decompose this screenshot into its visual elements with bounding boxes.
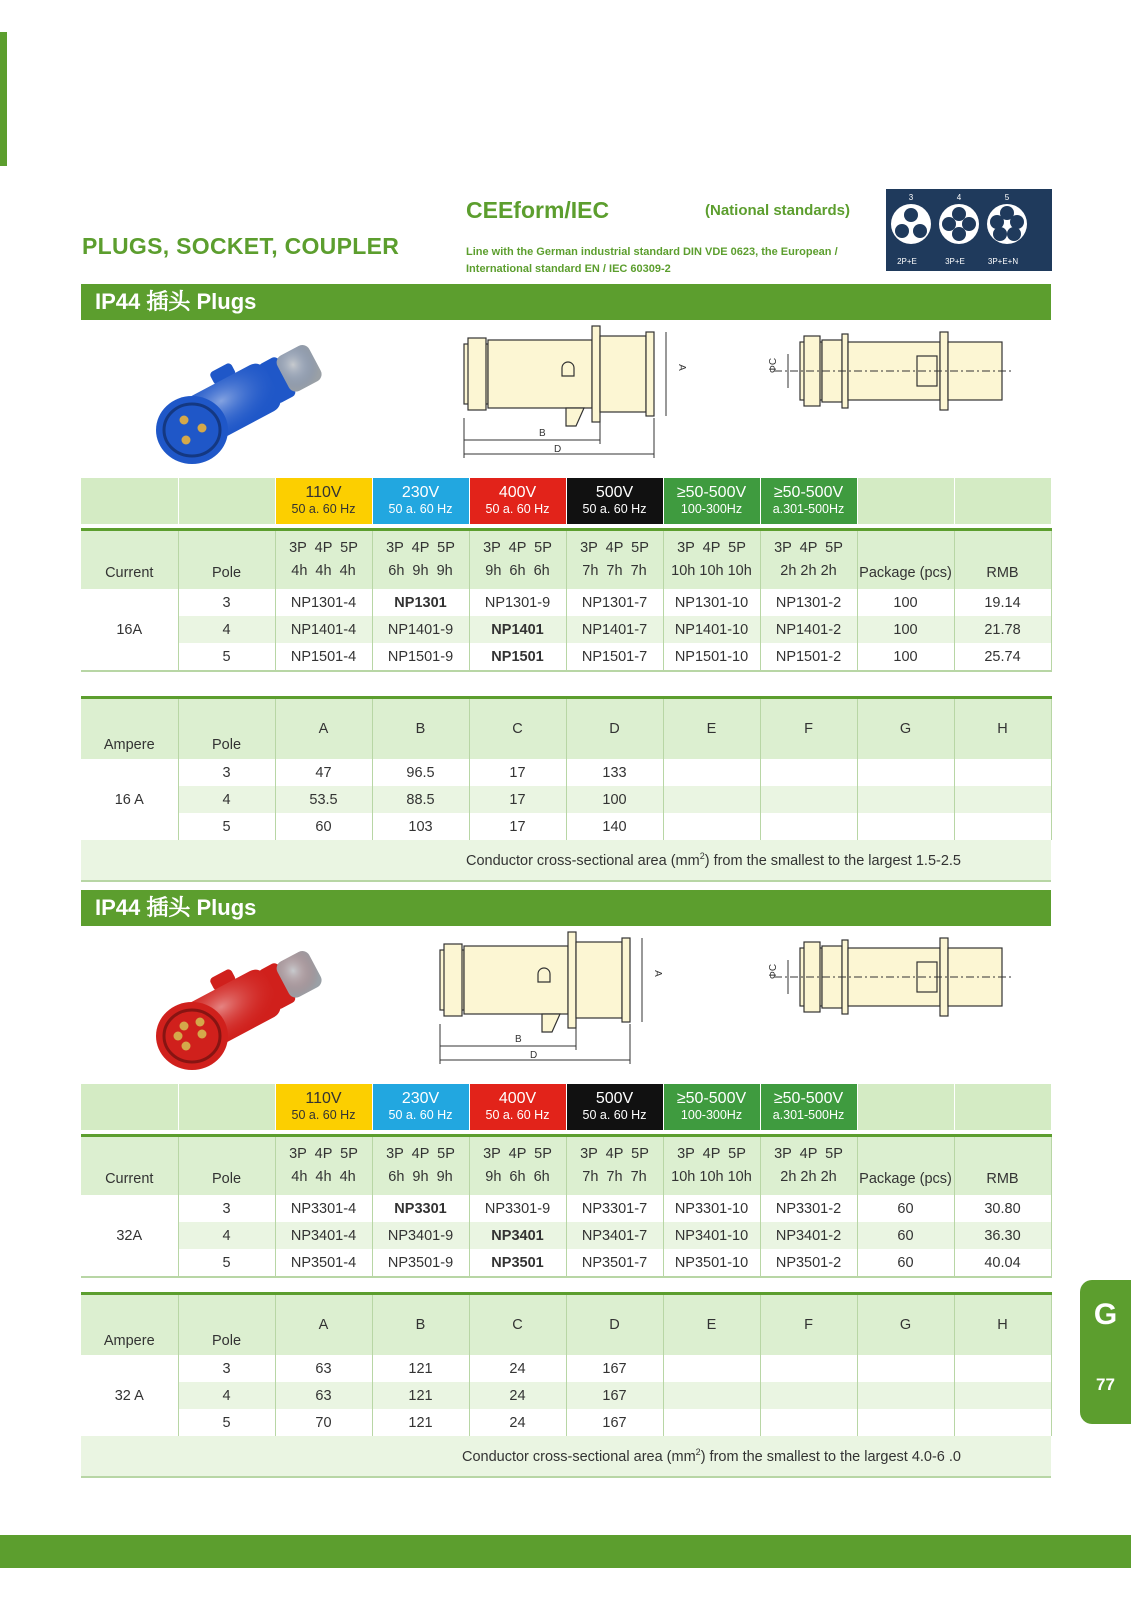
conductor-note bbox=[81, 1436, 1051, 1477]
dimension-header: G bbox=[857, 1294, 954, 1356]
price-value: 30.80 bbox=[954, 1195, 1051, 1222]
dimension-value: 121 bbox=[372, 1409, 469, 1436]
package-value: 60 bbox=[857, 1249, 954, 1277]
product-code: NP1301-2 bbox=[760, 589, 857, 616]
hours-line: 6h 9h 9h bbox=[388, 1169, 453, 1185]
current-value: 16A bbox=[81, 589, 178, 671]
dimension-value: 100 bbox=[566, 786, 663, 813]
dimension-value: 70 bbox=[275, 1409, 372, 1436]
dimension-header: G bbox=[857, 698, 954, 760]
price-value: 25.74 bbox=[954, 643, 1051, 671]
pole-hours-header bbox=[663, 530, 760, 590]
product-code: NP1501-10 bbox=[663, 643, 760, 671]
dimension-value bbox=[857, 1382, 954, 1409]
frequency-label: 50 a. 60 Hz bbox=[485, 502, 550, 516]
dimension-value bbox=[954, 786, 1051, 813]
dimension-value bbox=[954, 1409, 1051, 1436]
poles-line: 3P 4P 5P bbox=[677, 1146, 746, 1162]
side-drawing bbox=[444, 322, 704, 472]
product-code: NP1301-7 bbox=[566, 589, 663, 616]
dimension-value bbox=[663, 813, 760, 840]
poles-line: 3P 4P 5P bbox=[483, 1146, 552, 1162]
dimension-value: 17 bbox=[469, 813, 566, 840]
pole-hours-header bbox=[566, 1136, 663, 1196]
note-text: Conductor cross-sectional area (mm bbox=[466, 852, 700, 869]
national-standards-label: (National standards) bbox=[705, 202, 851, 219]
hours-line: 9h 6h 6h bbox=[485, 1169, 550, 1185]
frequency-label: 50 a. 60 Hz bbox=[388, 1108, 453, 1122]
dimension-header: F bbox=[760, 698, 857, 760]
product-code-table bbox=[81, 478, 1052, 672]
frequency-label: 50 a. 60 Hz bbox=[291, 502, 356, 516]
4-pin-icon bbox=[939, 204, 979, 244]
logo-label: 2P+E bbox=[897, 257, 917, 266]
product-code: NP3301-7 bbox=[566, 1195, 663, 1222]
voltage-header-cell bbox=[372, 478, 469, 524]
ampere-header: Ampere bbox=[81, 698, 178, 760]
page-title: PLUGS, SOCKET, COUPLER bbox=[82, 233, 400, 259]
product-code: NP3501-2 bbox=[760, 1249, 857, 1277]
frequency-label: 100-300Hz bbox=[680, 1108, 743, 1122]
dimension-header: D bbox=[566, 1294, 663, 1356]
dimension-value bbox=[954, 1382, 1051, 1409]
product-code: NP1401-9 bbox=[372, 616, 469, 643]
voltage-label: 500V bbox=[595, 1090, 634, 1107]
side-drawing bbox=[420, 928, 680, 1078]
dim-label-b: B bbox=[539, 428, 546, 439]
product-code: NP3501-10 bbox=[663, 1249, 760, 1277]
voltage-label: ≥50-500V bbox=[773, 484, 844, 501]
product-code: NP3401-4 bbox=[275, 1222, 372, 1249]
empty-cell bbox=[178, 478, 275, 524]
note-text: ) from the smallest to the largest 4.0-6 .0 bbox=[700, 1448, 961, 1465]
section-title-bar: IP44 插头 Plugs bbox=[81, 284, 1051, 320]
pin-configuration-logo bbox=[886, 189, 1052, 271]
top-drawing bbox=[764, 930, 1024, 1030]
product-code: NP3401-10 bbox=[663, 1222, 760, 1249]
product-code: NP1401-4 bbox=[275, 616, 372, 643]
package-value: 60 bbox=[857, 1195, 954, 1222]
conductor-note bbox=[81, 840, 1051, 881]
plug-image bbox=[140, 332, 340, 477]
section-title-bar: IP44 插头 Plugs bbox=[81, 890, 1051, 926]
voltage-header-cell bbox=[275, 1084, 372, 1130]
frequency-label: 50 a. 60 Hz bbox=[582, 1108, 647, 1122]
product-code: NP1301-9 bbox=[469, 589, 566, 616]
dimension-value: 24 bbox=[469, 1382, 566, 1409]
pole-value: 5 bbox=[178, 1249, 275, 1277]
package-header: Package (pcs) bbox=[857, 1136, 954, 1196]
voltage-label: 230V bbox=[401, 1090, 440, 1107]
top-view-drawing bbox=[764, 930, 1024, 1030]
note-text: Conductor cross-sectional area (mm bbox=[461, 1448, 696, 1465]
dimension-value bbox=[857, 1355, 954, 1382]
dimension-header: F bbox=[760, 1294, 857, 1356]
pole-hours-header bbox=[469, 530, 566, 590]
voltage-header-cell bbox=[566, 478, 663, 524]
dim-label-c: ΦC bbox=[768, 357, 780, 374]
dimension-value bbox=[857, 1409, 954, 1436]
plug-photo bbox=[140, 332, 340, 472]
dimension-table bbox=[81, 696, 1052, 882]
pole-hours-header bbox=[469, 1136, 566, 1196]
dim-label-d: D bbox=[554, 444, 562, 455]
dimension-value bbox=[954, 1355, 1051, 1382]
frequency-label: 50 a. 60 Hz bbox=[582, 502, 647, 516]
dimension-value bbox=[954, 813, 1051, 840]
price-value: 21.78 bbox=[954, 616, 1051, 643]
dimension-header: H bbox=[954, 1294, 1051, 1356]
voltage-header-cell bbox=[760, 478, 857, 524]
product-code: NP3301 bbox=[372, 1195, 469, 1222]
hours-line: 4h 4h 4h bbox=[291, 1169, 356, 1185]
empty-cell bbox=[81, 1084, 178, 1130]
5-pin-icon bbox=[987, 204, 1027, 244]
top-view-drawing bbox=[764, 324, 1024, 424]
product-code: NP3501-7 bbox=[566, 1249, 663, 1277]
dimension-header: E bbox=[663, 1294, 760, 1356]
dimension-value: 121 bbox=[372, 1382, 469, 1409]
dimension-header: B bbox=[372, 698, 469, 760]
ampere-value: 16 A bbox=[81, 759, 178, 840]
dimension-value: 96.5 bbox=[372, 759, 469, 786]
current-value: 32A bbox=[81, 1195, 178, 1277]
plug-image bbox=[140, 938, 340, 1083]
pole-hours-header bbox=[372, 530, 469, 590]
dimension-value bbox=[760, 1382, 857, 1409]
voltage-header-cell bbox=[566, 1084, 663, 1130]
pole-header: Pole bbox=[178, 1294, 275, 1356]
poles-line: 3P 4P 5P bbox=[289, 540, 358, 556]
logo-number: 5 bbox=[1004, 193, 1010, 202]
dimension-header: A bbox=[275, 698, 372, 760]
dim-label-d: D bbox=[530, 1050, 538, 1061]
voltage-header-cell bbox=[760, 1084, 857, 1130]
dimension-value: 63 bbox=[275, 1382, 372, 1409]
dimension-header: A bbox=[275, 1294, 372, 1356]
pole-hours-header bbox=[275, 1136, 372, 1196]
product-code: NP3401-9 bbox=[372, 1222, 469, 1249]
dimension-header: B bbox=[372, 1294, 469, 1356]
product-code: NP3401-2 bbox=[760, 1222, 857, 1249]
product-code: NP3301-4 bbox=[275, 1195, 372, 1222]
dimension-value bbox=[760, 1409, 857, 1436]
product-code: NP1501-4 bbox=[275, 643, 372, 671]
dimension-value: 17 bbox=[469, 759, 566, 786]
dimension-value bbox=[954, 759, 1051, 786]
pole-value: 5 bbox=[178, 813, 275, 840]
dimension-value: 63 bbox=[275, 1355, 372, 1382]
logo-number: 3 bbox=[908, 193, 914, 202]
empty-cell bbox=[81, 478, 178, 524]
dimension-header: C bbox=[469, 698, 566, 760]
price-value: 40.04 bbox=[954, 1249, 1051, 1277]
empty-cell bbox=[954, 1084, 1051, 1130]
dimension-header: C bbox=[469, 1294, 566, 1356]
poles-line: 3P 4P 5P bbox=[580, 1146, 649, 1162]
product-code: NP3501 bbox=[469, 1249, 566, 1277]
hours-line: 7h 7h 7h bbox=[582, 563, 647, 579]
product-code: NP3501-9 bbox=[372, 1249, 469, 1277]
dimension-value: 24 bbox=[469, 1355, 566, 1382]
pole-header: Pole bbox=[178, 698, 275, 760]
product-code-table bbox=[81, 1084, 1052, 1278]
product-code: NP3301-2 bbox=[760, 1195, 857, 1222]
frequency-label: 50 a. 60 Hz bbox=[388, 502, 453, 516]
hours-line: 6h 9h 9h bbox=[388, 563, 453, 579]
product-code: NP1301-10 bbox=[663, 589, 760, 616]
side-view-drawing bbox=[444, 322, 704, 472]
pole-header: Pole bbox=[178, 1136, 275, 1196]
pole-value: 3 bbox=[178, 1195, 275, 1222]
package-header: Package (pcs) bbox=[857, 530, 954, 590]
bottom-accent-bar bbox=[0, 1535, 1131, 1568]
price-value: 19.14 bbox=[954, 589, 1051, 616]
product-code: NP1401-10 bbox=[663, 616, 760, 643]
dimension-value bbox=[663, 1409, 760, 1436]
dimension-value: 167 bbox=[566, 1382, 663, 1409]
package-value: 60 bbox=[857, 1222, 954, 1249]
dimension-value: 121 bbox=[372, 1355, 469, 1382]
frequency-label: a.301-500Hz bbox=[772, 502, 845, 516]
pole-header: Pole bbox=[178, 530, 275, 590]
hours-line: 10h 10h 10h bbox=[671, 563, 752, 579]
rmb-header: RMB bbox=[954, 530, 1051, 590]
pole-hours-header bbox=[372, 1136, 469, 1196]
package-value: 100 bbox=[857, 589, 954, 616]
dim-label-c: ΦC bbox=[768, 963, 780, 980]
package-value: 100 bbox=[857, 643, 954, 671]
page-number: 77 bbox=[1096, 1375, 1115, 1394]
poles-line: 3P 4P 5P bbox=[289, 1146, 358, 1162]
pole-hours-header bbox=[760, 1136, 857, 1196]
dimension-header: D bbox=[566, 698, 663, 760]
poles-line: 3P 4P 5P bbox=[774, 540, 843, 556]
pole-value: 4 bbox=[178, 616, 275, 643]
pole-value: 5 bbox=[178, 1409, 275, 1436]
product-code: NP1301 bbox=[372, 589, 469, 616]
package-value: 100 bbox=[857, 616, 954, 643]
rmb-header: RMB bbox=[954, 1136, 1051, 1196]
standard-title: CEEform/IEC bbox=[466, 197, 610, 223]
product-code: NP1501-7 bbox=[566, 643, 663, 671]
product-code: NP1401-7 bbox=[566, 616, 663, 643]
dim-label-a: A bbox=[675, 364, 687, 371]
plug-photo bbox=[140, 938, 340, 1078]
dimension-value bbox=[760, 813, 857, 840]
frequency-label: 50 a. 60 Hz bbox=[291, 1108, 356, 1122]
hours-line: 7h 7h 7h bbox=[582, 1169, 647, 1185]
hours-line: 10h 10h 10h bbox=[671, 1169, 752, 1185]
hours-line: 9h 6h 6h bbox=[485, 563, 550, 579]
pole-hours-header bbox=[566, 530, 663, 590]
dimension-value: 24 bbox=[469, 1409, 566, 1436]
pole-hours-header bbox=[663, 1136, 760, 1196]
top-drawing bbox=[764, 324, 1024, 424]
voltage-label: 230V bbox=[401, 484, 440, 501]
ampere-header: Ampere bbox=[81, 1294, 178, 1356]
voltage-label: 110V bbox=[305, 484, 342, 501]
pole-value: 3 bbox=[178, 759, 275, 786]
dimension-value bbox=[857, 786, 954, 813]
hours-line: 4h 4h 4h bbox=[291, 563, 356, 579]
note-superscript: 2 bbox=[699, 851, 705, 862]
dimension-value bbox=[663, 786, 760, 813]
pole-value: 3 bbox=[178, 589, 275, 616]
product-code: NP1401-2 bbox=[760, 616, 857, 643]
dimension-value: 167 bbox=[566, 1355, 663, 1382]
dimension-value bbox=[663, 1355, 760, 1382]
poles-line: 3P 4P 5P bbox=[677, 540, 746, 556]
current-header: Current bbox=[81, 530, 178, 590]
pole-hours-header bbox=[760, 530, 857, 590]
empty-cell bbox=[178, 1084, 275, 1130]
product-code: NP1501-2 bbox=[760, 643, 857, 671]
pole-value: 5 bbox=[178, 643, 275, 671]
dimension-table bbox=[81, 1292, 1052, 1478]
pole-value: 4 bbox=[178, 1382, 275, 1409]
empty-cell bbox=[857, 1084, 954, 1130]
poles-line: 3P 4P 5P bbox=[580, 540, 649, 556]
dimension-value: 47 bbox=[275, 759, 372, 786]
hours-line: 2h 2h 2h bbox=[780, 1169, 837, 1185]
voltage-label: 500V bbox=[595, 484, 634, 501]
product-code: NP3401 bbox=[469, 1222, 566, 1249]
note-text: ) from the smallest to the largest 1.5-2.5 bbox=[704, 852, 961, 869]
logo-number: 4 bbox=[956, 193, 962, 202]
dimension-value bbox=[760, 759, 857, 786]
poles-line: 3P 4P 5P bbox=[774, 1146, 843, 1162]
poles-line: 3P 4P 5P bbox=[483, 540, 552, 556]
poles-line: 3P 4P 5P bbox=[386, 540, 455, 556]
voltage-label: 400V bbox=[498, 484, 537, 501]
dimension-value bbox=[663, 759, 760, 786]
voltage-header-cell bbox=[372, 1084, 469, 1130]
voltage-label: ≥50-500V bbox=[676, 484, 747, 501]
voltage-header-cell bbox=[663, 478, 760, 524]
product-code: NP1501 bbox=[469, 643, 566, 671]
voltage-label: ≥50-500V bbox=[676, 1090, 747, 1107]
poles-line: 3P 4P 5P bbox=[386, 1146, 455, 1162]
dimension-header: E bbox=[663, 698, 760, 760]
empty-cell bbox=[954, 478, 1051, 524]
dimension-value: 60 bbox=[275, 813, 372, 840]
dimension-value: 53.5 bbox=[275, 786, 372, 813]
empty-cell bbox=[857, 478, 954, 524]
voltage-header-cell bbox=[469, 1084, 566, 1130]
note-superscript: 2 bbox=[695, 1447, 701, 1458]
dimension-value: 133 bbox=[566, 759, 663, 786]
voltage-label: ≥50-500V bbox=[773, 1090, 844, 1107]
dimension-value: 167 bbox=[566, 1409, 663, 1436]
voltage-header-cell bbox=[275, 478, 372, 524]
product-code: NP1501-9 bbox=[372, 643, 469, 671]
ampere-value: 32 A bbox=[81, 1355, 178, 1436]
dimension-value: 140 bbox=[566, 813, 663, 840]
frequency-label: a.301-500Hz bbox=[772, 1108, 845, 1122]
standard-description: Line with the German industrial standard DIN VDE 0623, the European / International standard EN / IEC 60309-2 bbox=[466, 246, 838, 275]
frequency-label: 50 a. 60 Hz bbox=[485, 1108, 550, 1122]
dim-label-a: A bbox=[651, 970, 663, 977]
section-letter: G bbox=[1093, 1298, 1118, 1331]
product-code: NP1401 bbox=[469, 616, 566, 643]
product-code: NP3501-4 bbox=[275, 1249, 372, 1277]
frequency-label: 100-300Hz bbox=[680, 502, 743, 516]
pole-value: 4 bbox=[178, 1222, 275, 1249]
dimension-value: 103 bbox=[372, 813, 469, 840]
dimension-value: 88.5 bbox=[372, 786, 469, 813]
pole-value: 3 bbox=[178, 1355, 275, 1382]
voltage-label: 110V bbox=[305, 1090, 342, 1107]
pole-hours-header bbox=[275, 530, 372, 590]
logo-label: 3P+E+N bbox=[987, 257, 1019, 266]
product-code: NP3301-10 bbox=[663, 1195, 760, 1222]
dimension-value: 17 bbox=[469, 786, 566, 813]
3-pin-icon bbox=[891, 204, 931, 244]
dimension-header: H bbox=[954, 698, 1051, 760]
pole-value: 4 bbox=[178, 786, 275, 813]
voltage-header-cell bbox=[469, 478, 566, 524]
side-view-drawing bbox=[420, 928, 680, 1078]
dimension-value bbox=[857, 759, 954, 786]
hours-line: 2h 2h 2h bbox=[780, 563, 837, 579]
dimension-value bbox=[857, 813, 954, 840]
dimension-value bbox=[760, 1355, 857, 1382]
product-code: NP3401-7 bbox=[566, 1222, 663, 1249]
dim-label-b: B bbox=[515, 1034, 522, 1045]
voltage-header-cell bbox=[663, 1084, 760, 1130]
price-value: 36.30 bbox=[954, 1222, 1051, 1249]
voltage-label: 400V bbox=[498, 1090, 537, 1107]
product-code: NP3301-9 bbox=[469, 1195, 566, 1222]
product-code: NP1301-4 bbox=[275, 589, 372, 616]
section-tab[interactable] bbox=[1080, 1280, 1131, 1424]
dimension-value bbox=[663, 1382, 760, 1409]
logo-label: 3P+E bbox=[945, 257, 965, 266]
current-header: Current bbox=[81, 1136, 178, 1196]
left-accent-bar bbox=[0, 32, 7, 166]
dimension-value bbox=[760, 786, 857, 813]
